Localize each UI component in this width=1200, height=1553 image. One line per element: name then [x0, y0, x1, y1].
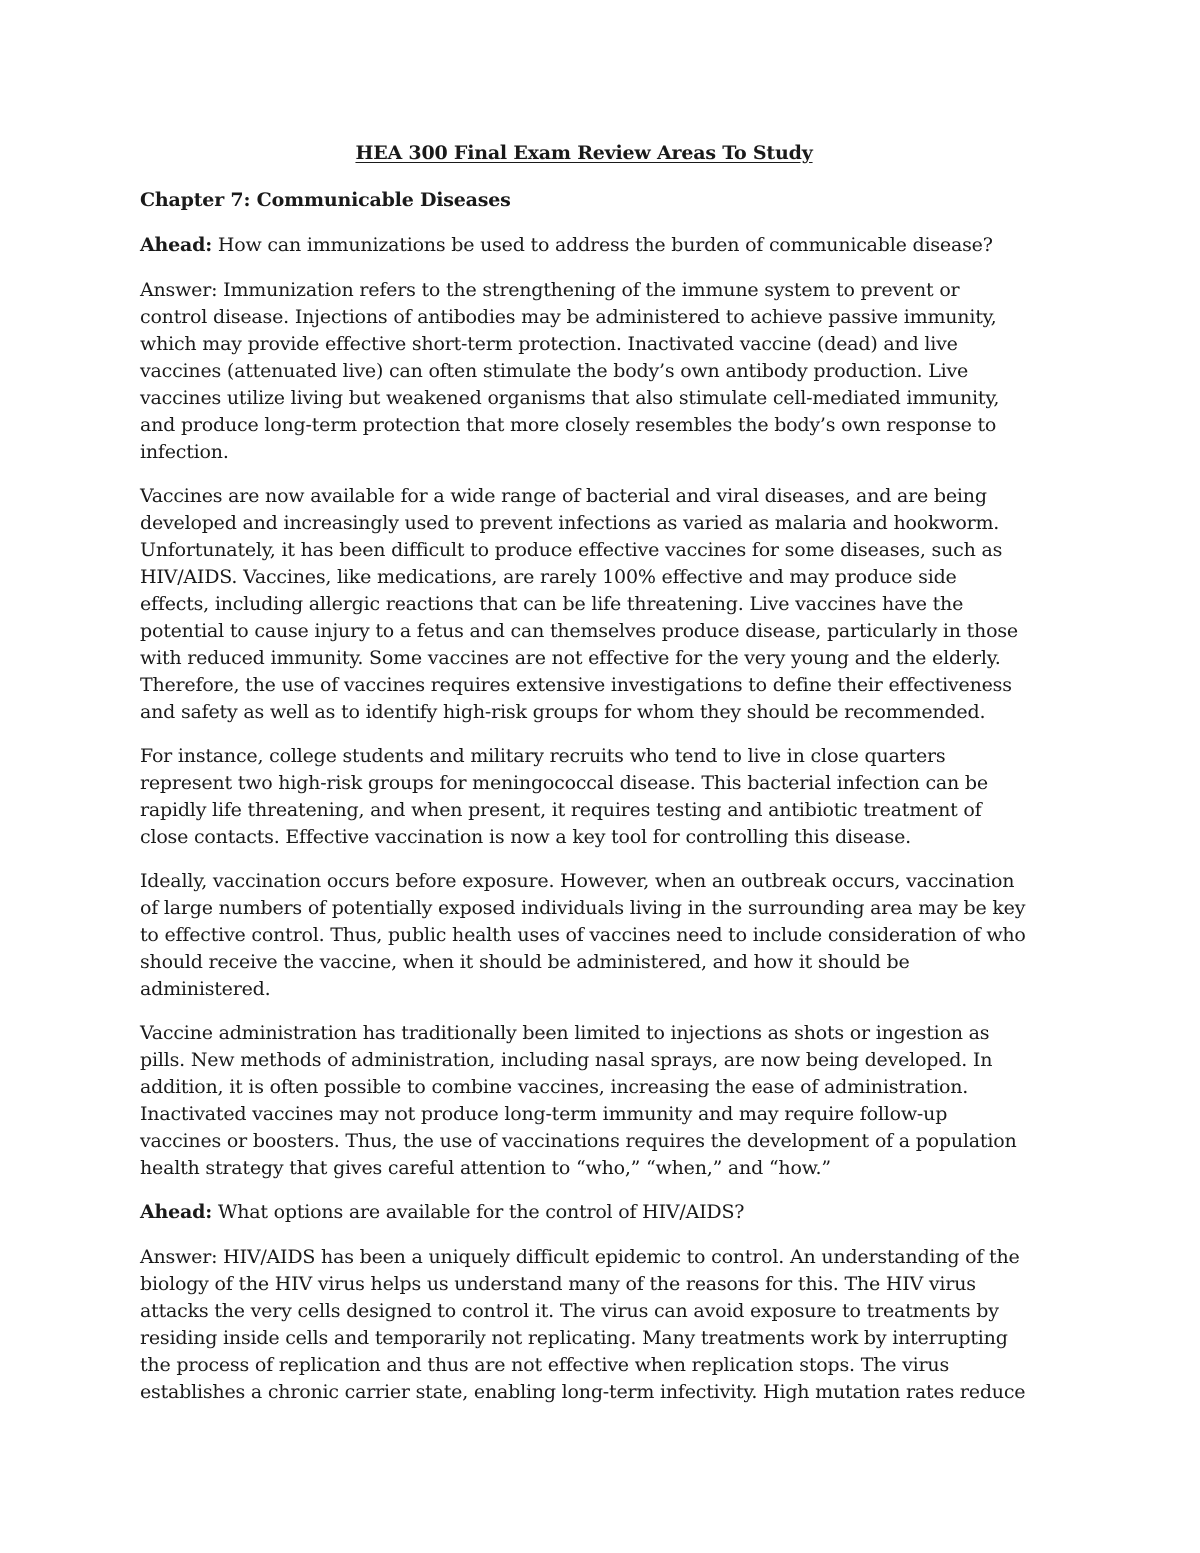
chapter-heading: Chapter 7: Communicable Diseases: [140, 189, 511, 211]
paragraph-vaccination-timing: Ideally, vaccination occurs before exposure. However, when an outbreak occurs, vaccination of large numbers of potentially exposed individuals living in the surrounding area may be key to effective control. Thus, public health uses of vaccines need to include consideration of who should receive the vaccine, when it should be administered, and how it should be administered.: [140, 870, 1026, 1000]
paragraph-high-risk-groups: For instance, college students and military recruits who tend to live in close quarters represent two high-risk groups for meningococcal disease. This bacterial infection can be rapidly life threatening, and when present, it requires testing and antibiotic treatment of close contacts. Effective vaccination is now a key tool for controlling this disease.: [140, 745, 988, 848]
question-lead-label: Ahead:: [140, 1201, 213, 1223]
question-text: How can immunizations be used to address the burden of communicable disease?: [212, 234, 993, 256]
answer-paragraph-hiv: Answer: HIV/AIDS has been a uniquely difficult epidemic to control. An understanding of the biology of the HIV virus helps us understand many of the reasons for this. The HIV virus attacks the very cells designed to control it. The virus can avoid exposure to treatments by residing inside cells and temporarily not replicating. Many treatments work by interrupting the process of replication and thus are not effective when replication stops. The virus establishes a chronic carrier state, enabling long-term infectivity. High mutation rates reduce: [140, 1246, 1026, 1403]
paragraph-vaccines-availability: Vaccines are now available for a wide range of bacterial and viral diseases, and are being developed and increasingly used to prevent infections as varied as malaria and hookworm. Unfortunately, it has been difficult to produce effective vaccines for some diseases, such as HIV/AIDS. Vaccines, like medications, are rarely 100% effective and may produce side effects, including allergic reactions that can be life threatening. Live vaccines have the potential to cause injury to a fetus and can themselves produce disease, particularly in those with reduced immunity. Some vaccines are not effective for the very young and the elderly. Therefore, the use of vaccines requires extensive investigations to define their effectiveness and safety as well as to identify high-risk groups for whom they should be recommended.: [140, 485, 1018, 723]
question-hiv-control: [140, 1199, 1028, 1226]
document-title: HEA 300 Final Exam Review Areas To Study: [355, 142, 813, 164]
document-body: [140, 140, 1028, 1423]
question-lead-label: Ahead:: [140, 234, 213, 256]
paragraph-vaccine-administration: Vaccine administration has traditionally been limited to injections as shots or ingestion as pills. New methods of administration, including nasal sprays, are now being developed. In addition, it is often possible to combine vaccines, increasing the ease of administration. Inactivated vaccines may not produce long-term immunity and may require follow-up vaccines or boosters. Thus, the use of vaccinations requires the development of a population health strategy that gives careful attention to “who,” “when,” and “how.”: [140, 1022, 1017, 1179]
answer-paragraph-immunization: Answer: Immunization refers to the strengthening of the immune system to prevent or control disease. Injections of antibodies may be administered to achieve passive immunity, which may provide effective short-term protection. Inactivated vaccine (dead) and live vaccines (attenuated live) can often stimulate the body’s own antibody production. Live vaccines utilize living but weakened organisms that also stimulate cell-mediated immunity, and produce long-term protection that more closely resembles the body’s own response to infection.: [140, 279, 1000, 463]
question-immunizations: [140, 232, 1028, 259]
question-text: What options are available for the control of HIV/AIDS?: [212, 1201, 745, 1223]
